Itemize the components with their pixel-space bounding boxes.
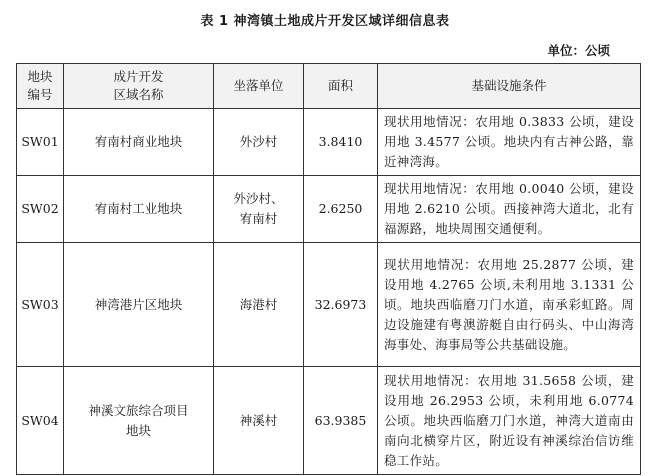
area-value: 63.9385 [304,367,378,475]
location: 外沙村、 宥南村 [214,176,304,243]
table-row [17,243,641,367]
infrastructure-conditions: 现状用地情况：农用地 0.0040 公顷，建设用地 2.6210 公顷。西接神湾大道北，北有福源路，地块周围交通便利。 [378,176,641,243]
area-value: 2.6250 [304,176,378,243]
area-name: 宥南村商业地块 [64,109,214,176]
area-value: 32.6973 [304,243,378,367]
location: 神溪村 [214,367,304,475]
header-area: 面积 [304,64,378,109]
plot-code: SW04 [17,367,64,475]
infrastructure-conditions: 现状用地情况：农用地 25.2877 公顷，建设用地 4.2765 公顷,未利用地 3.1331 公顷。地块西临磨刀门水道，南承彩虹路。周边设施建有粤澳游艇自由行码头、中山海湾海事处、海事局等公共基础设施。 [378,243,641,367]
header-conditions: 基础设施条件 [378,64,641,109]
plot-code: SW03 [17,243,64,367]
area-name: 宥南村工业地块 [64,176,214,243]
area-value: 3.8410 [304,109,378,176]
infrastructure-conditions: 现状用地情况：农用地 0.3833 公顷，建设用地 3.4577 公顷。地块内有古神公路，靠近神湾海。 [378,109,641,176]
table-row [17,109,641,176]
header-row [17,64,641,109]
unit-label: 单位：公顷 [547,43,610,58]
plot-code: SW02 [17,176,64,243]
plot-code: SW01 [17,109,64,176]
development-area-table [16,63,641,475]
location: 海港村 [214,243,304,367]
table-title: 表 1 神湾镇土地成片开发区域详细信息表 [200,14,450,29]
area-name: 神湾港片区地块 [64,243,214,367]
table-row [17,367,641,475]
area-name: 神溪文旅综合项目 地块 [64,367,214,475]
table-row [17,176,641,243]
header-location: 坐落单位 [214,64,304,109]
location: 外沙村 [214,109,304,176]
header-code: 地块 编号 [17,64,64,109]
infrastructure-conditions: 现状用地情况：农用地 31.5658 公顷，建设用地 26.2953 公顷，未利用地 6.0774 公顷。地块西临磨刀门水道，神湾大道南由南向北横穿片区，附近设有神溪综治信访维稳工作站。 [378,367,641,475]
header-name: 成片开发 区域名称 [64,64,214,109]
